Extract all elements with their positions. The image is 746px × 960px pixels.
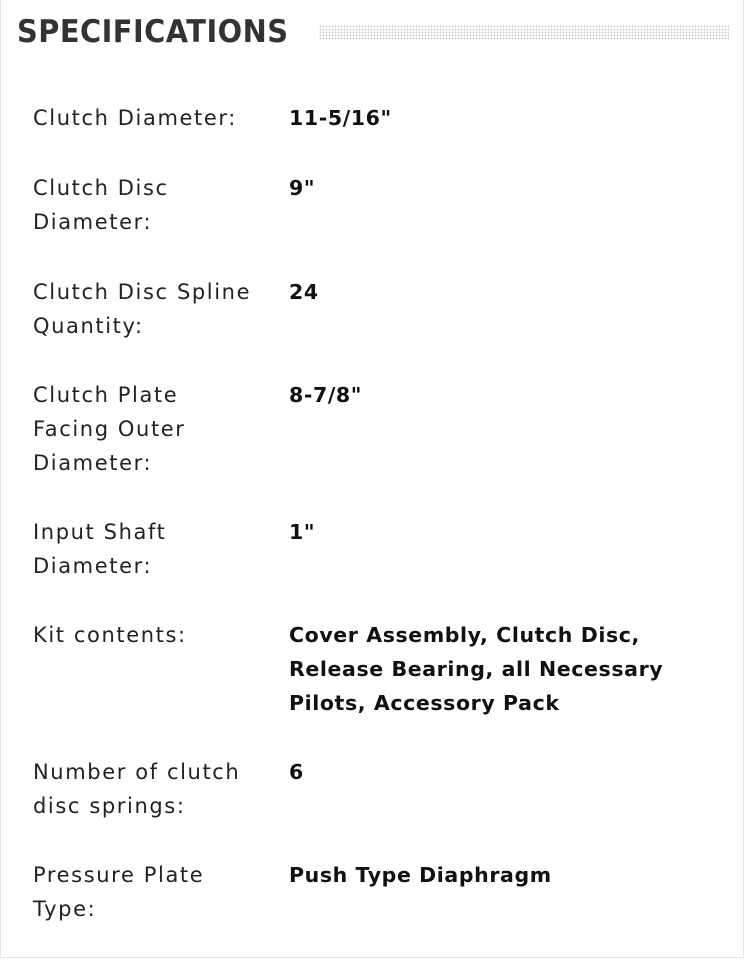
section-header [17, 10, 729, 54]
section-title: SPECIFICATIONS [17, 14, 289, 50]
spec-value: Push Type Diaphragm [289, 863, 552, 887]
spec-label: Clutch Disc Diameter: [33, 176, 169, 234]
spec-value: 24 [289, 280, 319, 304]
spec-label: Pressure Plate Type: [33, 863, 205, 921]
spec-label: Number of clutch disc springs: [33, 760, 241, 818]
spec-value: 1" [289, 520, 316, 544]
spec-value: Cover Assembly, Clutch Disc, Release Bearing, all Necessary Pilots, Accessory Pack [289, 623, 664, 715]
spec-label: Clutch Plate Facing Outer Diameter: [33, 383, 186, 475]
spec-label: Kit contents: [33, 623, 187, 647]
dotted-divider [319, 25, 729, 40]
spec-value: 8-7/8" [289, 383, 363, 407]
spec-value: 11-5/16" [289, 106, 392, 130]
spec-label: Clutch Diameter: [33, 106, 237, 130]
spec-label: Input Shaft Diameter: [33, 520, 167, 578]
spec-value: 9" [289, 176, 316, 200]
spec-label: Clutch Disc Spline Quantity: [33, 280, 252, 338]
spec-value: 6 [289, 760, 304, 784]
